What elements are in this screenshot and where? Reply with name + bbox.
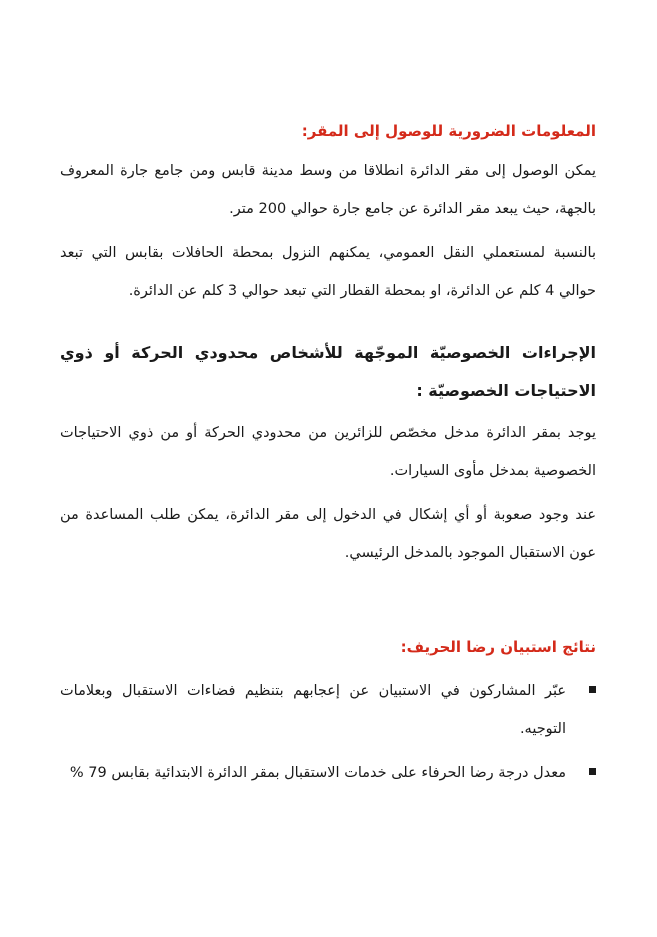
access-section: [60, 118, 596, 310]
access-heading: المعلومات الضرورية للوصول إلى المقر:: [301, 122, 596, 140]
list-item: [60, 672, 596, 748]
access-paragraph: يمكن الوصول إلى مقر الدائرة انطلاقا من وسط مدينة قابس ومن جامع جارة المعروف بالجهة، حيث يبعد مقر الدائرة عن جامع جارة حوالي 200 متر.: [60, 163, 596, 217]
list-item-text: عبّر المشاركون في الاستبيان عن إعجابهم بتنظيم فضاءات الاستقبال وبعلامات التوجيه.: [60, 683, 566, 737]
square-bullet-icon: [589, 768, 596, 775]
special-needs-paragraph: يوجد بمقر الدائرة مدخل مخصّص للزائرين من محدودي الحركة أو من ذوي الاحتياجات الخصوصية بمدخل مأوى السيارات.: [60, 425, 596, 479]
survey-section: [60, 634, 596, 792]
access-paragraph: بالنسبة لمستعملي النقل العمومي، يمكنهم النزول بمحطة الحافلات بقابس التي تبعد حوالي 4 كلم عن الدائرة، او بمحطة القطار التي تبعد حوالي 3 كلم عن الدائرة.: [60, 245, 596, 299]
survey-heading: نتائج استبيان رضا الحريف:: [400, 638, 596, 656]
special-needs-section: [60, 334, 596, 572]
special-needs-paragraph: عند وجود صعوبة أو أي إشكال في الدخول إلى مقر الدائرة، يمكن طلب المساعدة من عون الاستقبال الموجود بالمدخل الرئيسي.: [60, 507, 596, 561]
survey-bullet-list: [60, 672, 596, 792]
document-page: [60, 118, 596, 798]
square-bullet-icon: [589, 686, 596, 693]
list-item-text: معدل درجة رضا الحرفاء على خدمات الاستقبال بمقر الدائرة الابتدائية بقابس 79 %: [69, 765, 566, 781]
list-item: [60, 754, 596, 792]
special-needs-heading: الإجراءات الخصوصيّة الموجّهة للأشخاص محدودي الحركة أو ذوي الاحتياجات الخصوصيّة :: [60, 343, 596, 400]
